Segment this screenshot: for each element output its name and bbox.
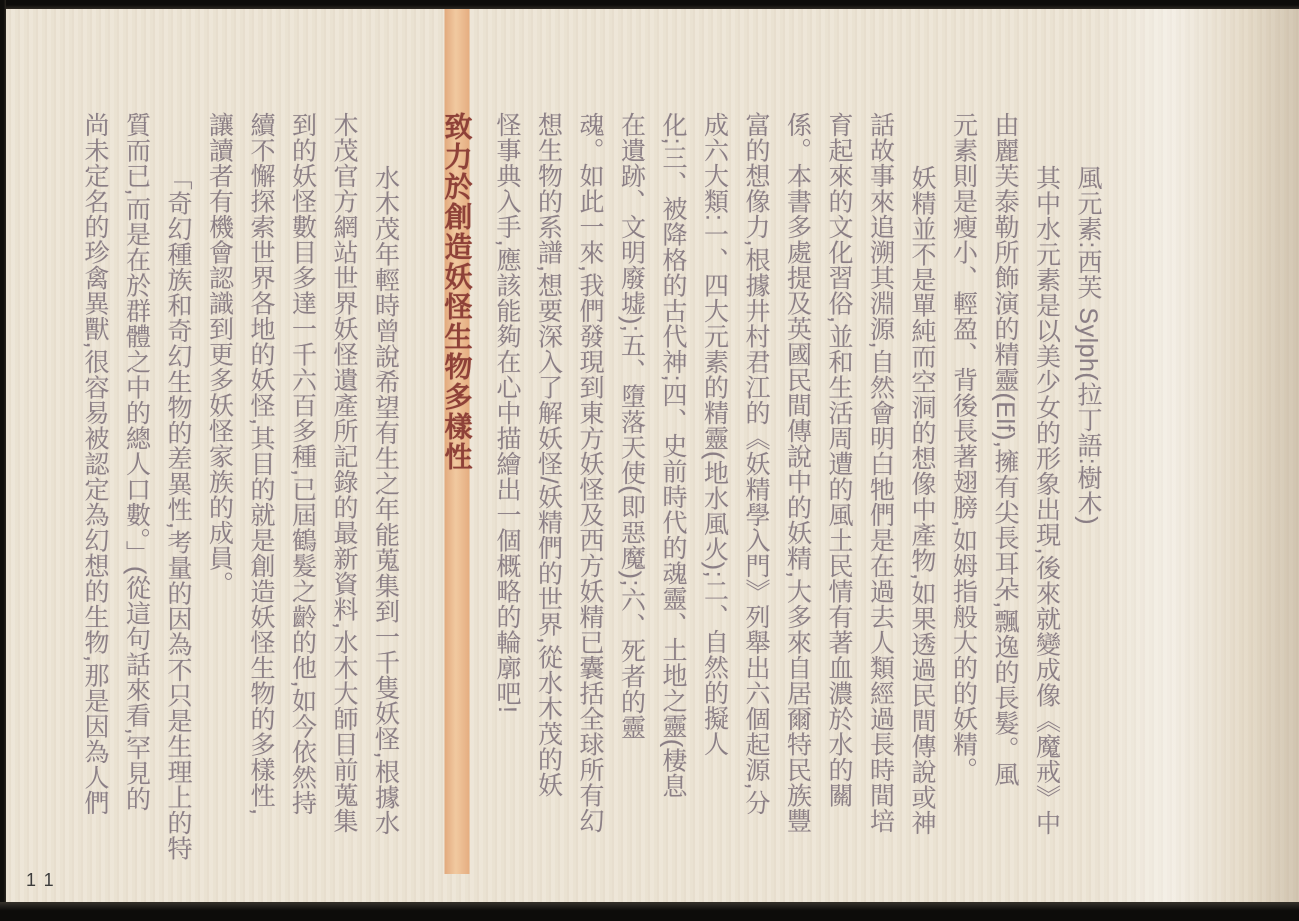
section-heading-text: 致力於創造妖怪生物多樣性 [441, 112, 473, 472]
page-number: 11 [26, 870, 63, 890]
scan-edge-bottom [0, 902, 1299, 921]
text-column: 質而已,而是在於群體之中的總人口數。」(從這句話來看,罕見的 [122, 112, 151, 812]
text-column: 成六大類:一、四大元素的精靈(地水風火);二、自然的擬人 [700, 112, 729, 757]
text-column: 魂。如此一來,我們發現到東方妖怪及西方妖精已囊括全球所有幻 [576, 112, 604, 834]
text-column: 讓讀者有機會認識到更多妖怪家族的成員。 [205, 112, 234, 597]
section-heading [434, 112, 480, 868]
text-column: 富的想像力,根據井村君江的《妖精學入門》列舉出六個起源,分 [742, 112, 770, 816]
text-column: 「奇幻種族和奇幻生物的差異性,考量的因為不只是生理上的特 [164, 165, 192, 861]
text-column: 育起來的文化習俗,並和生活周遭的風土民情有著血濃於水的關 [825, 112, 853, 808]
text-column: 怪事典入手,應該能夠在心中描繪出一個概略的輪廓吧! [493, 112, 521, 714]
scan-edge-left [0, 0, 6, 921]
text-column: 想生物的系譜,想要深入了解妖怪/妖精們的世界,從水木茂的妖 [534, 112, 563, 798]
text-column: 元素則是瘦小、輕盈、背後長著翅膀,如姆指般大的的妖精。 [949, 112, 978, 783]
text-column: 係。本書多處提及英國民間傳說中的妖精,大多來自居爾特民族豐 [783, 112, 812, 834]
text-column: 在遺跡、文明廢墟);五、墮落天使(即惡魔);六、死者的靈 [617, 112, 646, 740]
text-column: 木茂官方網站世界妖怪遺產所記錄的最新資料,水木大師目前蒐集 [330, 112, 358, 834]
text-column: 話故事來追溯其淵源,自然會明白牠們是在過去人類經過長時間培 [866, 112, 895, 834]
text-column: 化;三、被降格的古代神;四、史前時代的魂靈、土地之靈(棲息 [659, 112, 687, 799]
text-column: 由麗芙泰勒所飾演的精靈(Elf),擁有尖長耳朵,飄逸的長髮。風 [991, 112, 1019, 788]
scan-edge-top [0, 0, 1299, 9]
text-column: 續不懈探索世界各地的妖怪,其目的就是創造妖怪生物的多樣性, [247, 112, 275, 816]
text-column: 其中水元素是以美少女的形象出現,後來就變成像《魔戒》中 [1032, 165, 1061, 836]
text-column: 風元素:西芙 Sylph(拉丁語:樹木) [1074, 165, 1102, 526]
text-column: 水木茂年輕時曾說希望有生之年能蒐集到一千隻妖怪,根據水 [371, 165, 400, 836]
text-block [68, 112, 1108, 868]
text-column: 妖精並不是單純而空洞的想像中產物,如果透過民間傳說或神 [908, 165, 936, 836]
text-column: 到的妖怪數目多達一千六百多種,已屆鶴髮之齡的他,如今依然持 [288, 112, 317, 816]
text-column: 尚未定名的珍禽異獸,很容易被認定為幻想的生物,那是因為人們 [81, 112, 109, 816]
